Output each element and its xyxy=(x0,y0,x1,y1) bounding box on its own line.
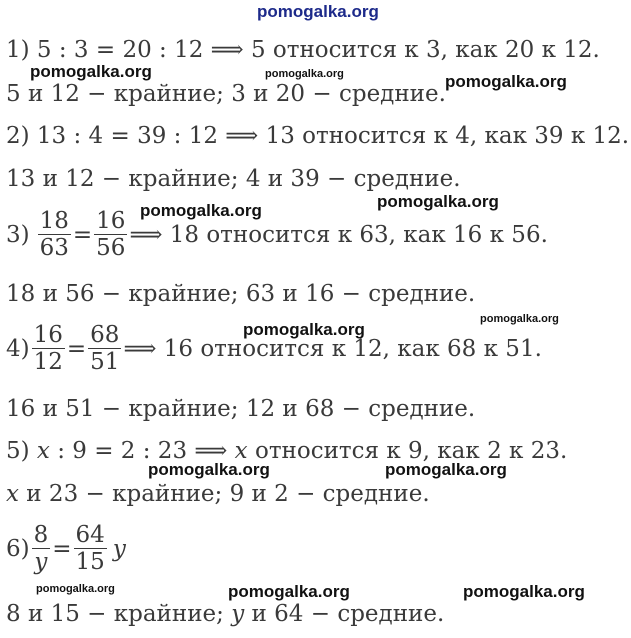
denominator: 12 xyxy=(33,349,63,375)
item-4-label: 4) xyxy=(6,335,30,362)
fraction xyxy=(88,322,121,375)
item-3-line-2: 18 и 56 − крайние; 63 и 16 − средние. xyxy=(6,281,476,307)
watermark: pomogalka.org xyxy=(36,583,115,595)
numerator: 8 xyxy=(33,522,49,548)
watermark: pomogalka.org xyxy=(445,72,567,91)
denominator: 15 xyxy=(75,549,105,575)
item-6-label: 6) xyxy=(6,535,30,562)
variable-x: x xyxy=(6,481,19,507)
watermark: pomogalka.org xyxy=(480,313,559,325)
item-5-equation: : 9 = 2 : 23 ⟹ xyxy=(49,438,235,464)
variable-x: x xyxy=(36,438,50,464)
item-2-line-1: 2) 13 : 4 = 39 : 12 ⟹ 13 относится к 4, как 39 к 12. xyxy=(6,123,630,149)
watermark: pomogalka.org xyxy=(265,68,344,80)
denominator: y xyxy=(32,548,51,575)
watermark: pomogalka.org xyxy=(385,460,507,479)
item-5-line-2 xyxy=(6,480,430,508)
variable-y: y xyxy=(112,535,126,562)
numerator: 16 xyxy=(96,208,126,234)
item-4-line-1: 4) $\frac{16}{12}$ = $\frac{68}{51}$ ⟹ 16 относится к 12, как 68 к 51. xyxy=(6,322,542,375)
numerator: 64 xyxy=(75,522,105,548)
fraction xyxy=(32,522,51,575)
item-6-line-2 xyxy=(6,600,444,628)
variable-y: y xyxy=(231,601,245,627)
item-5-prefix: 5) xyxy=(6,438,37,464)
item-5-text: относится к 9, как 2 к 23. xyxy=(247,438,568,464)
numerator: 16 xyxy=(33,322,63,348)
denominator: 51 xyxy=(90,349,120,375)
item-5-line-2-text: и 23 − крайние; 9 и 2 − средние. xyxy=(18,481,430,507)
item-1-line-2: 5 и 12 − крайние; 3 и 20 − средние. xyxy=(6,81,446,107)
variable-x: x xyxy=(234,438,248,464)
numerator: 18 xyxy=(39,208,69,234)
watermark: pomogalka.org xyxy=(243,320,365,339)
numerator: 68 xyxy=(90,322,120,348)
item-6-line-2-b: и 64 − средние. xyxy=(244,601,445,627)
fraction xyxy=(32,322,65,375)
watermark-top: pomogalka.org xyxy=(257,2,379,21)
denominator: 63 xyxy=(39,235,69,261)
item-3-text: ⟹ 18 относится к 63, как 16 к 56. xyxy=(129,221,548,248)
item-6-line-1: 6) $\frac{8}{y}$ = $\frac{64}{15}$ y xyxy=(6,522,126,575)
item-3-line-1: 3) $\frac{18}{63}$ = $\frac{16}{56}$ ⟹ 18 относится к 63, как 16 к 56. xyxy=(6,208,548,261)
watermark: pomogalka.org xyxy=(377,192,499,211)
item-4-line-2: 16 и 51 − крайние; 12 и 68 − средние. xyxy=(6,396,476,422)
watermark: pomogalka.org xyxy=(140,201,262,220)
watermark: pomogalka.org xyxy=(148,460,270,479)
fraction xyxy=(94,208,127,261)
watermark: pomogalka.org xyxy=(463,582,585,601)
watermark: pomogalka.org xyxy=(30,62,152,81)
item-2-line-2: 13 и 12 − крайние; 4 и 39 − средние. xyxy=(6,166,461,192)
watermark: pomogalka.org xyxy=(228,582,350,601)
item-4-text: ⟹ 16 относится к 12, как 68 к 51. xyxy=(123,335,542,362)
fraction xyxy=(38,208,71,261)
item-1-line-1: 1) 5 : 3 = 20 : 12 ⟹ 5 относится к 3, как 20 к 12. xyxy=(6,37,600,63)
fraction xyxy=(74,522,107,575)
item-3-label: 3) xyxy=(6,221,30,248)
item-6-line-2-a: 8 и 15 − крайние; xyxy=(6,601,232,627)
denominator: 56 xyxy=(96,235,126,261)
